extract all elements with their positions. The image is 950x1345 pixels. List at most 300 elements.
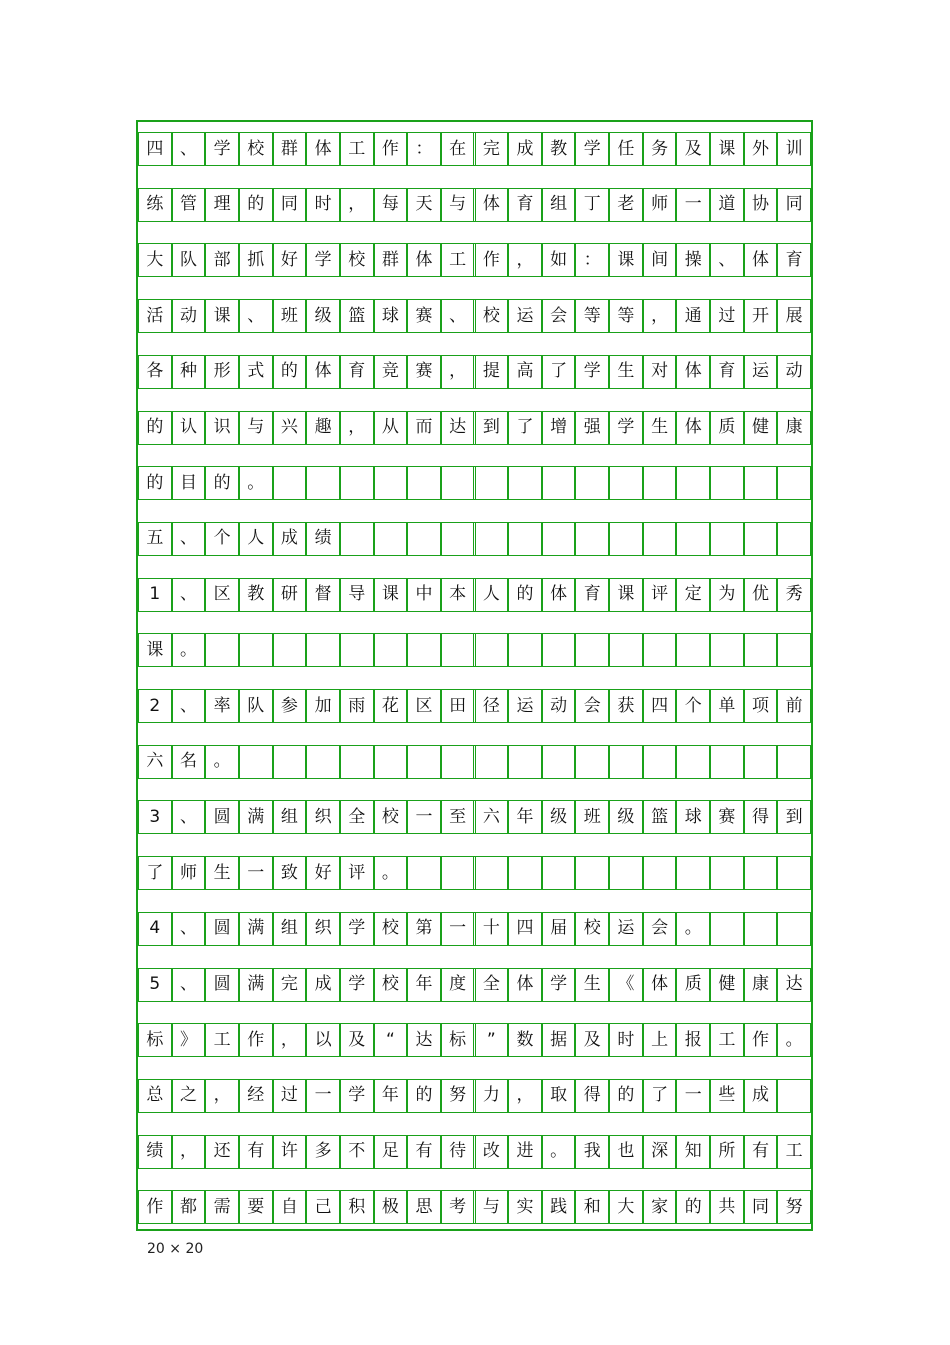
grid-cell: 完 xyxy=(273,969,307,1001)
grid-cell: 、 xyxy=(239,300,273,332)
grid-cell: 体 xyxy=(306,133,340,165)
grid-cell: 与 xyxy=(475,1191,509,1223)
grid-row xyxy=(138,355,811,389)
grid-cell xyxy=(676,523,710,555)
grid-cell: ” xyxy=(475,1024,509,1056)
grid-cell: 满 xyxy=(239,801,273,833)
grid-cell: 目 xyxy=(172,467,206,499)
grid-cell: 课 xyxy=(710,133,744,165)
grid-cell: 与 xyxy=(441,189,475,221)
grid-cell: 圆 xyxy=(205,801,239,833)
grid-cell xyxy=(475,746,509,778)
grid-cell xyxy=(609,857,643,889)
grid-cell xyxy=(744,746,778,778)
grid-cell: 2 xyxy=(138,690,172,722)
grid-cell xyxy=(542,634,576,666)
grid-cell: 在 xyxy=(441,133,475,165)
grid-cell xyxy=(407,857,441,889)
grid-cell xyxy=(575,634,609,666)
grid-cell: 而 xyxy=(407,412,441,444)
grid-cell: ， xyxy=(273,1024,307,1056)
grid-cell: 管 xyxy=(172,189,206,221)
grid-cell xyxy=(508,857,542,889)
grid-cell: 丁 xyxy=(575,189,609,221)
grid-cell xyxy=(340,467,374,499)
grid-cell: 一 xyxy=(407,801,441,833)
grid-cell: 六 xyxy=(475,801,509,833)
grid-cell: 组 xyxy=(273,801,307,833)
grid-cell: 。 xyxy=(374,857,408,889)
grid-cell: 。 xyxy=(777,1024,811,1056)
grid-cell: 四 xyxy=(643,690,677,722)
grid-cell: 对 xyxy=(643,356,677,388)
grid-cell: 成 xyxy=(273,523,307,555)
grid-cell: 工 xyxy=(340,133,374,165)
grid-cell: 实 xyxy=(508,1191,542,1223)
grid-cell: 3 xyxy=(138,801,172,833)
grid-cell: 练 xyxy=(138,189,172,221)
grid-cell: 组 xyxy=(273,913,307,945)
grid-cell: 康 xyxy=(744,969,778,1001)
grid-cell: 增 xyxy=(542,412,576,444)
grid-row xyxy=(138,1135,811,1169)
grid-cell: 每 xyxy=(374,189,408,221)
grid-cell: 为 xyxy=(710,579,744,611)
grid-cell: 篮 xyxy=(643,801,677,833)
grid-cell: 4 xyxy=(138,913,172,945)
grid-cell: 与 xyxy=(239,412,273,444)
grid-cell: 满 xyxy=(239,969,273,1001)
grid-cell: 还 xyxy=(205,1136,239,1168)
grid-cell: 群 xyxy=(374,244,408,276)
grid-cell xyxy=(609,467,643,499)
grid-cell xyxy=(643,857,677,889)
grid-cell: 四 xyxy=(138,133,172,165)
grid-cell: 、 xyxy=(172,690,206,722)
grid-cell: 运 xyxy=(508,690,542,722)
grid-cell xyxy=(777,746,811,778)
grid-cell: 人 xyxy=(239,523,273,555)
grid-cell: 体 xyxy=(407,244,441,276)
grid-cell: 改 xyxy=(475,1136,509,1168)
grid-cell: 了 xyxy=(508,412,542,444)
grid-cell: 努 xyxy=(777,1191,811,1223)
grid-cell: 些 xyxy=(710,1080,744,1112)
grid-cell: 秀 xyxy=(777,579,811,611)
grid-cell: 率 xyxy=(205,690,239,722)
grid-cell: 参 xyxy=(273,690,307,722)
grid-cell: 道 xyxy=(710,189,744,221)
grid-cell xyxy=(777,467,811,499)
grid-cell xyxy=(609,746,643,778)
grid-cell xyxy=(340,634,374,666)
grid-cell: 工 xyxy=(710,1024,744,1056)
grid-cell: 大 xyxy=(609,1191,643,1223)
grid-cell: 班 xyxy=(575,801,609,833)
grid-cell: 研 xyxy=(273,579,307,611)
grid-cell: 、 xyxy=(172,801,206,833)
grid-cell xyxy=(475,523,509,555)
grid-cell: 绩 xyxy=(306,523,340,555)
grid-cell: 育 xyxy=(508,189,542,221)
grid-cell: 强 xyxy=(575,412,609,444)
grid-cell xyxy=(273,634,307,666)
grid-cell: 年 xyxy=(508,801,542,833)
grid-cell: 及 xyxy=(340,1024,374,1056)
grid-cell: 务 xyxy=(643,133,677,165)
grid-cell: 一 xyxy=(676,189,710,221)
grid-cell: 学 xyxy=(205,133,239,165)
grid-cell: 加 xyxy=(306,690,340,722)
grid-cell: 篮 xyxy=(340,300,374,332)
grid-cell: 。 xyxy=(542,1136,576,1168)
grid-cell: 运 xyxy=(744,356,778,388)
grid-cell xyxy=(575,467,609,499)
grid-cell: 、 xyxy=(172,523,206,555)
grid-cell: 教 xyxy=(542,133,576,165)
grid-cell: 开 xyxy=(744,300,778,332)
grid-cell: 生 xyxy=(575,969,609,1001)
grid-cell xyxy=(475,857,509,889)
grid-cell: 督 xyxy=(306,579,340,611)
grid-cell: 得 xyxy=(575,1080,609,1112)
grid-cell: 学 xyxy=(340,913,374,945)
grid-cell xyxy=(609,634,643,666)
grid-cell: 届 xyxy=(542,913,576,945)
grid-cell: 操 xyxy=(676,244,710,276)
grid-cell: 理 xyxy=(205,189,239,221)
grid-cell: 及 xyxy=(676,133,710,165)
grid-cell: 健 xyxy=(744,412,778,444)
grid-cell xyxy=(575,857,609,889)
grid-cell: 学 xyxy=(306,244,340,276)
grid-cell: 践 xyxy=(542,1191,576,1223)
grid-cell xyxy=(710,634,744,666)
grid-cell: 自 xyxy=(273,1191,307,1223)
grid-cell: 己 xyxy=(306,1191,340,1223)
grid-cell: ， xyxy=(172,1136,206,1168)
grid-cell: 作 xyxy=(475,244,509,276)
grid-cell: 工 xyxy=(441,244,475,276)
grid-cell: 育 xyxy=(575,579,609,611)
grid-cell: 努 xyxy=(441,1080,475,1112)
grid-cell: 考 xyxy=(441,1191,475,1223)
grid-cell: 康 xyxy=(777,412,811,444)
grid-cell: 满 xyxy=(239,913,273,945)
grid-cell: 花 xyxy=(374,690,408,722)
grid-cell: 共 xyxy=(710,1191,744,1223)
grid-cell: 队 xyxy=(172,244,206,276)
grid-row xyxy=(138,745,811,779)
grid-cell: 级 xyxy=(609,801,643,833)
grid-cell: 一 xyxy=(239,857,273,889)
grid-cell: 。 xyxy=(172,634,206,666)
grid-cell: 总 xyxy=(138,1080,172,1112)
grid-cell: 力 xyxy=(475,1080,509,1112)
grid-cell: 各 xyxy=(138,356,172,388)
grid-cell: 不 xyxy=(340,1136,374,1168)
grid-cell: 从 xyxy=(374,412,408,444)
grid-cell: 家 xyxy=(643,1191,677,1223)
grid-cell: 赛 xyxy=(407,300,441,332)
grid-cell xyxy=(306,746,340,778)
grid-cell: 抓 xyxy=(239,244,273,276)
grid-cell: 育 xyxy=(340,356,374,388)
grid-cell: 过 xyxy=(710,300,744,332)
grid-cell: 据 xyxy=(542,1024,576,1056)
grid-cell: 体 xyxy=(475,189,509,221)
grid-cell xyxy=(374,634,408,666)
grid-cell: 名 xyxy=(172,746,206,778)
grid-cell: 雨 xyxy=(340,690,374,722)
grid-cell xyxy=(407,746,441,778)
grid-cell: 学 xyxy=(575,133,609,165)
grid-cell: 十 xyxy=(475,913,509,945)
grid-row xyxy=(138,578,811,612)
grid-cell: 好 xyxy=(306,857,340,889)
grid-cell: 项 xyxy=(744,690,778,722)
grid-row xyxy=(138,522,811,556)
grid-cell: 天 xyxy=(407,189,441,221)
grid-cell: 要 xyxy=(239,1191,273,1223)
grid-cell: 作 xyxy=(744,1024,778,1056)
grid-cell: 体 xyxy=(508,969,542,1001)
grid-cell: 课 xyxy=(138,634,172,666)
grid-cell: 绩 xyxy=(138,1136,172,1168)
grid-cell xyxy=(710,746,744,778)
grid-cell: 一 xyxy=(676,1080,710,1112)
grid-cell: 式 xyxy=(239,356,273,388)
grid-cell: 织 xyxy=(306,801,340,833)
grid-cell: ， xyxy=(340,189,374,221)
grid-cell: 会 xyxy=(575,690,609,722)
grid-cell: 了 xyxy=(643,1080,677,1112)
grid-cell: ： xyxy=(407,133,441,165)
grid-cell: 老 xyxy=(609,189,643,221)
grid-cell: 。 xyxy=(676,913,710,945)
grid-cell: 质 xyxy=(676,969,710,1001)
grid-cell: 生 xyxy=(205,857,239,889)
grid-cell xyxy=(508,523,542,555)
grid-cell xyxy=(777,634,811,666)
grid-cell: 标 xyxy=(138,1024,172,1056)
grid-cell: 的 xyxy=(138,467,172,499)
grid-cell: 部 xyxy=(205,244,239,276)
grid-cell xyxy=(205,634,239,666)
grid-cell: 同 xyxy=(744,1191,778,1223)
grid-cell: 课 xyxy=(609,579,643,611)
grid-cell: 得 xyxy=(744,801,778,833)
grid-cell: 和 xyxy=(575,1191,609,1223)
grid-cell: 之 xyxy=(172,1080,206,1112)
grid-cell xyxy=(643,634,677,666)
grid-cell: 完 xyxy=(475,133,509,165)
grid-cell xyxy=(643,523,677,555)
grid-cell: 作 xyxy=(138,1191,172,1223)
grid-cell: 。 xyxy=(239,467,273,499)
grid-cell: 、 xyxy=(172,913,206,945)
grid-cell: 高 xyxy=(508,356,542,388)
grid-cell: 有 xyxy=(744,1136,778,1168)
grid-cell: 认 xyxy=(172,412,206,444)
grid-cell: 动 xyxy=(172,300,206,332)
grid-cell: 校 xyxy=(374,913,408,945)
grid-cell: 工 xyxy=(205,1024,239,1056)
grid-cell xyxy=(676,746,710,778)
grid-cell: 同 xyxy=(777,189,811,221)
grid-row xyxy=(138,912,811,946)
grid-cell: 球 xyxy=(374,300,408,332)
grid-cell: 体 xyxy=(643,969,677,1001)
grid-row xyxy=(138,188,811,222)
grid-cell: 经 xyxy=(239,1080,273,1112)
grid-cell: 作 xyxy=(374,133,408,165)
grid-cell xyxy=(508,634,542,666)
grid-cell: 多 xyxy=(306,1136,340,1168)
grid-cell: 极 xyxy=(374,1191,408,1223)
grid-cell: 动 xyxy=(542,690,576,722)
grid-cell: 校 xyxy=(374,969,408,1001)
grid-cell: ， xyxy=(643,300,677,332)
grid-cell xyxy=(475,467,509,499)
grid-cell: 的 xyxy=(205,467,239,499)
grid-cell: 许 xyxy=(273,1136,307,1168)
grid-cell xyxy=(609,523,643,555)
grid-cell: 及 xyxy=(575,1024,609,1056)
grid-cell xyxy=(542,746,576,778)
grid-cell: 体 xyxy=(542,579,576,611)
grid-cell: 本 xyxy=(441,579,475,611)
grid-cell: 过 xyxy=(273,1080,307,1112)
grid-cell: 全 xyxy=(475,969,509,1001)
grid-cell: 学 xyxy=(575,356,609,388)
grid-cell xyxy=(676,634,710,666)
grid-cell xyxy=(744,913,778,945)
grid-cell: 圆 xyxy=(205,969,239,1001)
grid-cell: 体 xyxy=(744,244,778,276)
grid-cell: ， xyxy=(441,356,475,388)
grid-cell: ， xyxy=(508,244,542,276)
grid-cell: 形 xyxy=(205,356,239,388)
grid-cell: 》 xyxy=(172,1024,206,1056)
grid-cell: 足 xyxy=(374,1136,408,1168)
grid-cell: 竞 xyxy=(374,356,408,388)
grid-cell: 到 xyxy=(777,801,811,833)
grid-cell xyxy=(239,634,273,666)
grid-cell: 生 xyxy=(643,412,677,444)
grid-cell: 师 xyxy=(172,857,206,889)
grid-cell: 年 xyxy=(407,969,441,1001)
grid-cell: 到 xyxy=(475,412,509,444)
grid-cell: 等 xyxy=(609,300,643,332)
grid-cell: 校 xyxy=(475,300,509,332)
grid-cell xyxy=(744,634,778,666)
grid-cell: 等 xyxy=(575,300,609,332)
grid-cell: 班 xyxy=(273,300,307,332)
grid-cell: 达 xyxy=(407,1024,441,1056)
grid-cell: 会 xyxy=(542,300,576,332)
grid-cell: 区 xyxy=(205,579,239,611)
grid-cell xyxy=(407,523,441,555)
grid-cell: 的 xyxy=(508,579,542,611)
grid-row xyxy=(138,243,811,277)
grid-cell: 成 xyxy=(306,969,340,1001)
grid-cell xyxy=(710,857,744,889)
grid-cell: 圆 xyxy=(205,913,239,945)
grid-cell: 趣 xyxy=(306,412,340,444)
grid-cell: 大 xyxy=(138,244,172,276)
grid-cell: 。 xyxy=(205,746,239,778)
grid-cell xyxy=(306,467,340,499)
grid-cell xyxy=(340,746,374,778)
grid-cell: 我 xyxy=(575,1136,609,1168)
grid-cell: 思 xyxy=(407,1191,441,1223)
grid-cell: ， xyxy=(340,412,374,444)
grid-row xyxy=(138,968,811,1002)
grid-cell: 时 xyxy=(306,189,340,221)
grid-cell xyxy=(306,634,340,666)
grid-cell: 好 xyxy=(273,244,307,276)
grid-cell: 达 xyxy=(777,969,811,1001)
grid-row xyxy=(138,299,811,333)
grid-row xyxy=(138,856,811,890)
grid-cell: 队 xyxy=(239,690,273,722)
grid-cell: 导 xyxy=(340,579,374,611)
grid-cell: 种 xyxy=(172,356,206,388)
grid-cell: 外 xyxy=(744,133,778,165)
grid-cell: 育 xyxy=(710,356,744,388)
grid-cell: 学 xyxy=(609,412,643,444)
grid-cell: 、 xyxy=(710,244,744,276)
grid-cell xyxy=(441,634,475,666)
grid-cell xyxy=(374,746,408,778)
grid-row xyxy=(138,1190,811,1224)
grid-cell xyxy=(374,467,408,499)
grid-cell: 赛 xyxy=(407,356,441,388)
grid-cell xyxy=(744,523,778,555)
grid-cell: 个 xyxy=(205,523,239,555)
grid-cell: 获 xyxy=(609,690,643,722)
grid-cell: 至 xyxy=(441,801,475,833)
grid-cell xyxy=(475,634,509,666)
grid-cell: 度 xyxy=(441,969,475,1001)
grid-cell: 工 xyxy=(777,1136,811,1168)
grid-row xyxy=(138,411,811,445)
grid-cell: 1 xyxy=(138,579,172,611)
grid-cell: 数 xyxy=(508,1024,542,1056)
grid-cell xyxy=(744,857,778,889)
grid-cell: 《 xyxy=(609,969,643,1001)
grid-cell xyxy=(407,634,441,666)
grid-cell: 通 xyxy=(676,300,710,332)
grid-cell: 年 xyxy=(374,1080,408,1112)
grid-cell xyxy=(643,746,677,778)
grid-cell: 教 xyxy=(239,579,273,611)
grid-cell xyxy=(710,523,744,555)
grid-cell: 一 xyxy=(441,913,475,945)
grid-cell: 作 xyxy=(239,1024,273,1056)
grid-cell: 人 xyxy=(475,579,509,611)
grid-cell: 定 xyxy=(676,579,710,611)
grid-cell: 的 xyxy=(239,189,273,221)
grid-cell: 织 xyxy=(306,913,340,945)
grid-cell: 运 xyxy=(508,300,542,332)
grid-cell xyxy=(441,746,475,778)
grid-cell: 任 xyxy=(609,133,643,165)
grid-cell: 同 xyxy=(273,189,307,221)
grid-cell: 间 xyxy=(643,244,677,276)
grid-cell: 第 xyxy=(407,913,441,945)
